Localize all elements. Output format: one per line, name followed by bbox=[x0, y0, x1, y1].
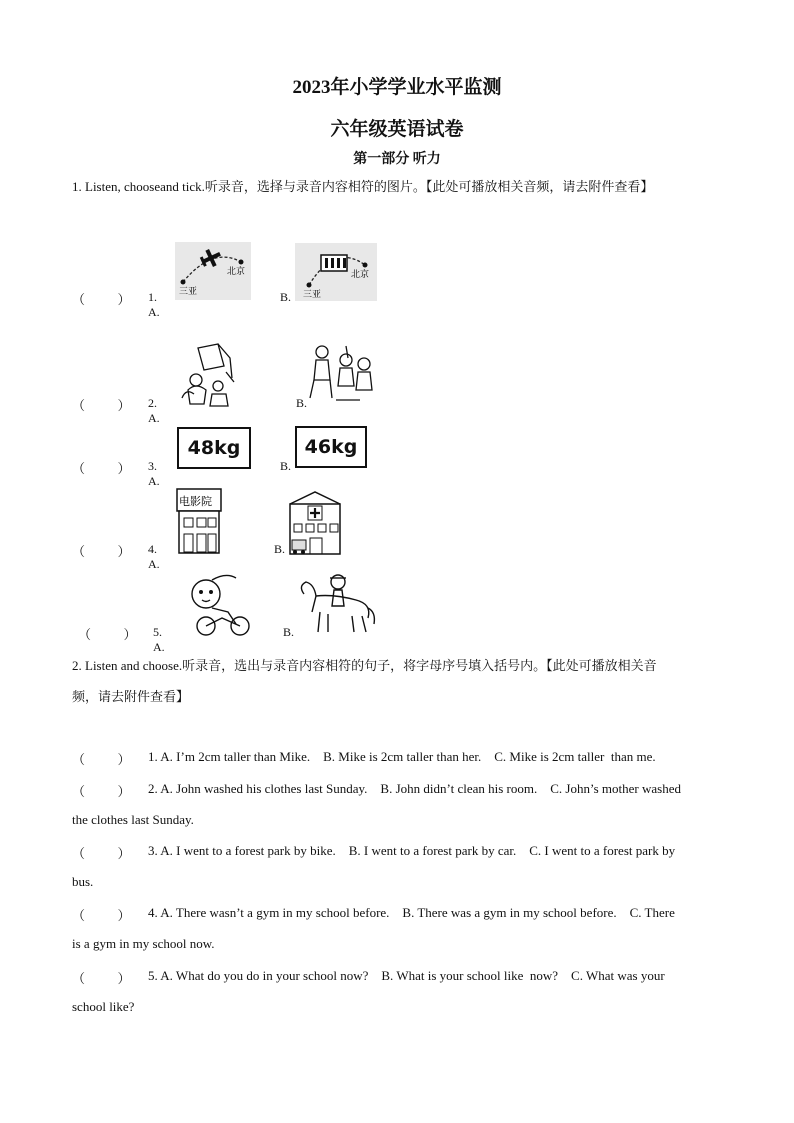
answer-bracket[interactable]: （ ） bbox=[72, 784, 131, 799]
answer-bracket[interactable]: （ ） bbox=[72, 846, 131, 861]
q2-instruction-line-2: 频，请去附件查看】 bbox=[72, 689, 190, 704]
weight-46kg-sign: 46kg bbox=[295, 426, 367, 468]
option-b-label: B. bbox=[280, 290, 292, 304]
q2-instruction-line-1: 2. Listen and choose.听录音，选出与录音内容相符的句子，将字母序号填入括号内。【此处可播放相关音 bbox=[72, 658, 657, 673]
answer-bracket[interactable]: （ ） bbox=[72, 544, 131, 559]
kids-planting-picture bbox=[306, 342, 376, 408]
answer-bracket[interactable]: （ ） bbox=[72, 971, 131, 986]
answer-bracket[interactable]: （ ） bbox=[72, 461, 131, 476]
people-cleaning-picture bbox=[178, 342, 236, 408]
train-icon bbox=[321, 255, 347, 271]
q2-item-text: 3. A. I went to a forest park by bike. B. I went to a forest park by car. C. I went to a forest park by bbox=[148, 843, 676, 858]
cinema-sign-text: 电影院 bbox=[179, 495, 212, 508]
section-title: 第一部分 听力 bbox=[353, 152, 441, 167]
q2-item-text: 2. A. John washed his clothes last Sunday. B. John didn’t clean his room. C. John’s mother washed bbox=[148, 781, 681, 796]
q2-item-text-cont: the clothes last Sunday. bbox=[72, 812, 194, 827]
plane-route-picture bbox=[175, 242, 251, 300]
q2-item-text-cont: bus. bbox=[72, 874, 94, 889]
option-a-label: 5. A. bbox=[153, 625, 165, 654]
exam-title: 2023年小学学业水平监测 bbox=[292, 77, 502, 98]
girl-riding-bike-picture bbox=[182, 572, 254, 638]
answer-bracket[interactable]: （ ） bbox=[72, 908, 131, 923]
hospital-building-picture bbox=[288, 490, 342, 556]
exam-subtitle: 六年级英语试卷 bbox=[330, 119, 464, 140]
q2-item-text: 1. A. I’m 2cm taller than Mike. B. Mike is 2cm taller than her. C. Mike is 2cm taller than me. bbox=[148, 749, 656, 764]
option-a-label: 1. A. bbox=[148, 290, 160, 319]
option-a-label: 3. A. bbox=[148, 459, 160, 488]
city-beijing-label: 北京 bbox=[351, 270, 370, 280]
option-a-label: 2. A. bbox=[148, 396, 160, 425]
answer-bracket[interactable]: （ ） bbox=[78, 627, 137, 642]
option-b-label: B. bbox=[296, 396, 308, 410]
city-sanya-label: 三亚 bbox=[303, 290, 322, 300]
city-beijing-label: 北京 bbox=[227, 267, 246, 277]
option-b-label: B. bbox=[283, 625, 295, 639]
boy-riding-horse-picture bbox=[294, 572, 378, 636]
q1-instruction: 1. Listen, chooseand tick.听录音，选择与录音内容相符的图片。【此处可播放相关音频，请去附件查看】 bbox=[72, 179, 654, 194]
cinema-building-picture bbox=[176, 488, 222, 554]
answer-bracket[interactable]: （ ） bbox=[72, 752, 131, 767]
q2-item-text-cont: is a gym in my school now. bbox=[72, 936, 215, 951]
answer-bracket[interactable]: （ ） bbox=[72, 398, 131, 413]
option-b-label: B. bbox=[280, 459, 292, 473]
q2-item-text: 5. A. What do you do in your school now? B. What is your school like now? C. What was your bbox=[148, 968, 665, 983]
train-route-picture bbox=[295, 243, 377, 301]
option-b-label: B. bbox=[274, 542, 286, 556]
q2-item-text-cont: school like? bbox=[72, 999, 135, 1014]
q2-item-text: 4. A. There wasn’t a gym in my school before. B. There was a gym in my school before. C. There bbox=[148, 905, 675, 920]
answer-bracket[interactable]: （ ） bbox=[72, 292, 131, 307]
option-a-label: 4. A. bbox=[148, 542, 160, 571]
weight-48kg-sign: 48kg bbox=[177, 427, 251, 469]
city-sanya-label: 三亚 bbox=[179, 287, 198, 297]
